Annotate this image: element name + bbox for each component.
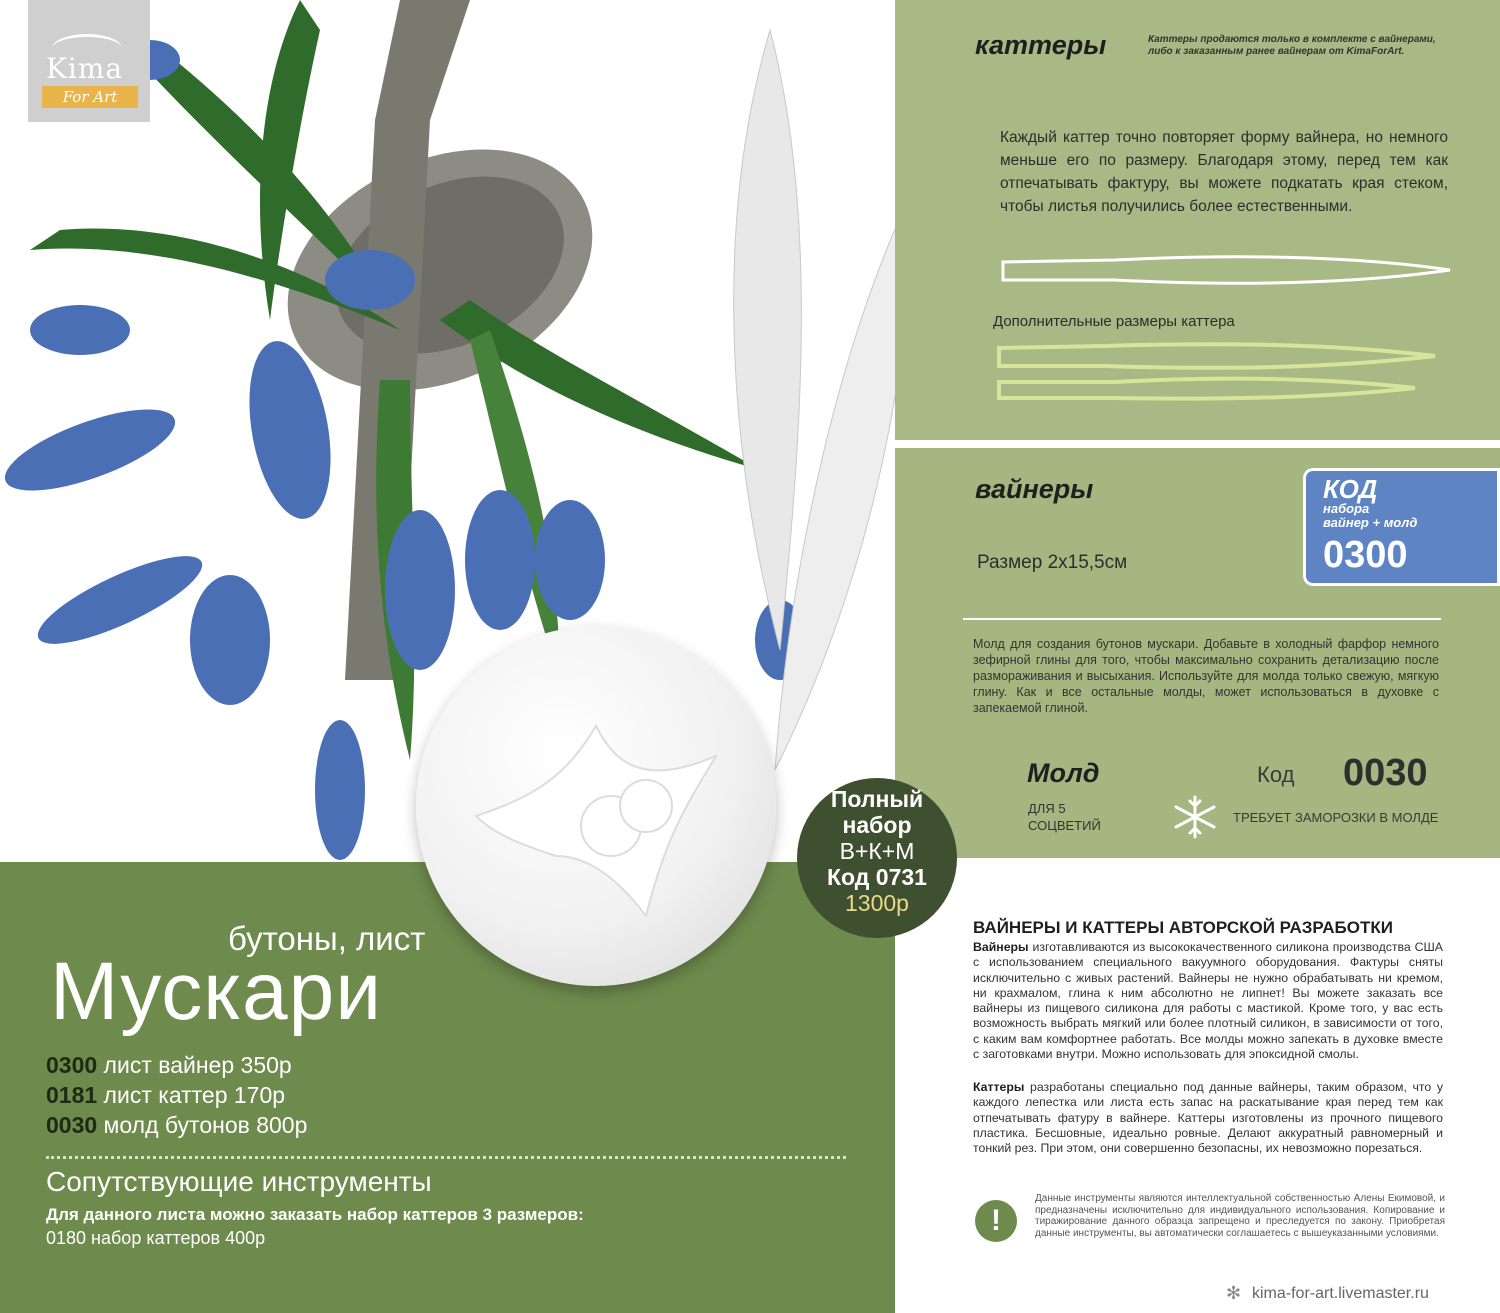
warning-icon: !: [975, 1200, 1017, 1242]
mold-sub-line2: СОЦВЕТИЙ: [1028, 818, 1101, 833]
price-text: лист вайнер 350р: [97, 1052, 292, 1078]
price-row: [46, 1082, 285, 1109]
price-text: лист каттер 170р: [97, 1082, 286, 1108]
veiners-heading: вайнеры: [975, 474, 1094, 504]
code-box-line1: набора: [1323, 501, 1370, 516]
legal-notice: Данные инструменты являются интеллектуальной собственностью Алены Екимовой, и предназначены исключительно для индивидуального использования. Копирование и тиражирование данного образца запрещено и преследуется по закону. Приобретая данные инструменты, вы автоматически соглашаетесь с вышеуказанными условиями.: [1035, 1193, 1445, 1239]
price-row: [46, 1052, 292, 1079]
mold-code-label: Код: [1257, 762, 1295, 787]
price-row: [46, 1112, 307, 1139]
mold-title: Молд: [1027, 758, 1100, 788]
price-code: 0300: [46, 1052, 98, 1078]
mold-disc-image: [416, 626, 776, 986]
size-label: Размер 2х15,5см: [977, 552, 1128, 573]
price-text: молд бутонов 800р: [97, 1112, 308, 1138]
freeze-note: ТРЕБУЕТ ЗАМОРОЗКИ В МОЛДЕ: [1233, 810, 1439, 825]
cutters-paragraph: [973, 1080, 1443, 1156]
full-set-line1: Полный: [830, 786, 924, 812]
mold-sub-line1: ДЛЯ 5: [1028, 801, 1066, 816]
snowflake-icon: [1170, 795, 1220, 839]
gear-flower-icon: ✻: [1226, 1283, 1242, 1303]
veiners-paragraph-lead: Вайнеры: [973, 940, 1029, 954]
price-code: 0181: [46, 1082, 98, 1108]
divider: [963, 618, 1441, 620]
veiners-paragraph-text: изготавливаются из высококачественного силикона производства США с использованием специального вакуумного оборудования. Фактуры сняты исключительно с живых растений. Вайнеры не нужно обрабатывать ни кремом, ни крахмалом, глина к ним абсолютно не липнет! Вы можете заказать все вайнеры из пищевого силикона для работы с мастикой. Кроме того, у вас есть возможность выбрать мягкий или более плотный силикон, в зависимости от того, с каким вам комфортнее работать. Все молды можно запекать в духовке вместе с заготовками внутри. Можно использовать для эпоксидной смолы.: [973, 940, 1443, 1062]
related-tools-title: Сопутствующие инструменты: [46, 1166, 432, 1197]
extra-sizes-label: Дополнительные размеры каттера: [993, 313, 1235, 330]
cutters-note: Каттеры продаются только в комплекте с вайнерами, либо к заказанным ранее вайнерам от KimaForArt.: [1148, 34, 1436, 57]
code-box-line2: вайнер + молд: [1323, 515, 1418, 530]
cutters-paragraph-lead: Каттеры: [973, 1080, 1025, 1094]
set-code-box: [1303, 468, 1500, 586]
mold-code-value: 0030: [1343, 752, 1428, 794]
product-subtitle: бутоны, лист: [228, 920, 426, 957]
logo-subtext: For Art: [42, 86, 138, 108]
mold-subtitle: [1028, 800, 1101, 834]
cutters-heading: каттеры: [975, 30, 1107, 60]
related-tools-note: Для данного листа можно заказать набор каттеров 3 размеров:: [46, 1205, 584, 1224]
price-code: 0030: [46, 1112, 98, 1138]
full-set-code: Код 0731: [827, 864, 927, 890]
cutters-paragraph-text: разработаны специально под данные вайнеры, таким образом, что у каждого лепестка или листа есть запас на раскатывание края перед тем как отпечатывать фатуру в вайнере. Каттеры изготовлены из прочного пищевого пластика. Бесшовные, идеально ровные. Делают аккуратный равномерный и тонкий рез. При этом, они совершенно безопасны, их невозможно порезаться.: [973, 1080, 1443, 1156]
code-box-kod: КОД: [1323, 474, 1378, 504]
full-set-price: 1300р: [845, 890, 909, 916]
cutters-description: Каждый каттер точно повторяет форму вайнера, но немного меньше его по размеру. Благодаря этому, перед тем как отпечатывать фактуру, вы можете подкатать края стеком, чтобы листья получились более естественными.: [1000, 129, 1448, 215]
full-set-line3: В+К+М: [839, 838, 915, 864]
full-set-line2: набор: [842, 812, 912, 838]
kima-logo: [28, 0, 150, 122]
authors-title: ВАЙНЕРЫ И КАТТЕРЫ АВТОРСКОЙ РАЗРАБОТКИ: [973, 918, 1393, 937]
veiners-paragraph: [973, 940, 1443, 1062]
mold-bud-shape: [416, 626, 776, 986]
code-box-code: 0300: [1323, 534, 1408, 576]
related-tools-item: 0180 набор каттеров 400р: [46, 1228, 266, 1248]
site-link[interactable]: kima-for-art.livemaster.ru: [1252, 1285, 1429, 1302]
full-set-badge: [797, 778, 957, 938]
dotted-divider: [46, 1156, 846, 1159]
mold-description: Молд для создания бутонов мускари. Добавьте в холодный фарфор немного зефирной глины для того, чтобы максимально сохранить детализацию после размораживания и высыхания. Используйте для молда только свежую, мягкую глину. Как и все остальные молды, может использоваться в духовке с запекаемой глиной.: [973, 637, 1439, 715]
logo-text: Kima: [46, 52, 124, 85]
product-title: Мускари: [50, 946, 382, 1037]
code-box-desc: [1323, 502, 1417, 530]
